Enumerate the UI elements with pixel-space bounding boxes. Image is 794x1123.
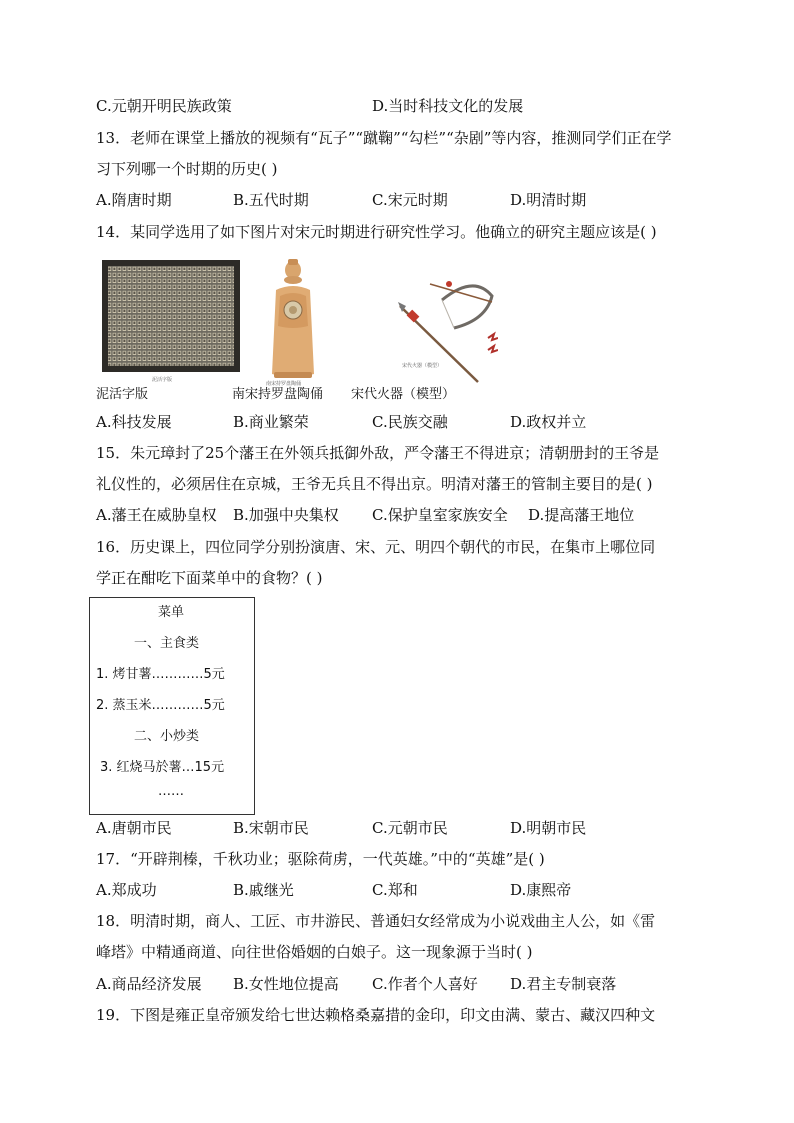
q14-option-b: B.商业繁荣 bbox=[233, 413, 309, 431]
q16-option-c: C.元朝市民 bbox=[372, 819, 448, 837]
q16-stem-line2: 学正在酣吃下面菜单中的食物？( ) bbox=[96, 569, 323, 587]
menu-item-sweet-potato: 1. 烤甘薯…………5元 bbox=[96, 667, 225, 682]
q18-stem-line1: 18．明清时期，商人、工匠、市井游民、普通妇女经常成为小说戏曲主人公，如《雷 bbox=[96, 912, 656, 930]
figurine-photo-label: 南宋持罗盘陶俑 bbox=[266, 381, 302, 387]
clay-type-photo bbox=[102, 260, 240, 386]
q17-stem-line1: 17．“开辟荆榛，千秋功业；驱除荷虏，一代英雄。”中的“英雄”是( ) bbox=[96, 850, 545, 868]
figurine-photo bbox=[262, 256, 324, 388]
caption-figurine: 南宋持罗盘陶俑 bbox=[232, 387, 324, 402]
q17-option-d: D.康熙帝 bbox=[510, 881, 572, 899]
q14-option-a: A.科技发展 bbox=[96, 413, 172, 431]
q18-option-a: A.商品经济发展 bbox=[96, 975, 202, 993]
menu-title: 菜单 bbox=[158, 605, 185, 620]
menu-card bbox=[89, 597, 255, 815]
caption-firearm: 宋代火器（模型） bbox=[351, 387, 456, 402]
q14-stem-line1: 14．某同学选用了如下图片对宋元时期进行研究性学习。他确立的研究主题应该是( ) bbox=[96, 223, 657, 241]
clay-type-image bbox=[102, 260, 240, 386]
q13-stem-line2: 习下列哪一个时期的历史( ) bbox=[96, 160, 278, 178]
firearm-photo-label: 宋代火器（模型） bbox=[402, 363, 443, 369]
menu-item-corn: 2. 蒸玉米…………5元 bbox=[96, 698, 225, 713]
q18-stem-line2: 峰塔》中精通商道、向往世俗婚姻的白娘子。这一现象源于当时( ) bbox=[96, 943, 533, 961]
q15-stem-line1: 15．朱元璋封了25个藩王在外领兵抵御外敌，严令藩王不得进京；清朝册封的王爷是 bbox=[96, 444, 660, 462]
q13-option-c: C.宋元时期 bbox=[372, 191, 448, 209]
menu-more: …… bbox=[158, 784, 184, 799]
q17-option-b: B.戚继光 bbox=[233, 881, 294, 899]
q16-option-d: D.明朝市民 bbox=[510, 819, 587, 837]
q16-option-b: B.宋朝市民 bbox=[233, 819, 309, 837]
q18-option-c: C.作者个人喜好 bbox=[372, 975, 478, 993]
q14-option-c: C.民族交融 bbox=[372, 413, 448, 431]
q15-option-a: A.藩王在威胁皇权 bbox=[96, 506, 217, 524]
q13-option-d: D.明清时期 bbox=[510, 191, 587, 209]
q18-option-b: B.女性地位提高 bbox=[233, 975, 339, 993]
q15-option-c: C.保护皇室家族安全 bbox=[372, 506, 508, 524]
q15-option-d: D.提高藩王地位 bbox=[528, 506, 635, 524]
menu-category-stirfry: 二、小炒类 bbox=[134, 729, 200, 744]
q15-option-b: B.加强中央集权 bbox=[233, 506, 339, 524]
q17-option-a: A.郑成功 bbox=[96, 881, 157, 899]
caption-clay-type: 泥活字版 bbox=[96, 387, 149, 402]
figurine-image bbox=[262, 256, 324, 388]
q16-option-a: A.唐朝市民 bbox=[96, 819, 172, 837]
q12-option-d: D.当时科技文化的发展 bbox=[372, 97, 524, 115]
menu-item-potato: 3. 红烧马於薯…15元 bbox=[100, 760, 225, 775]
q18-option-d: D.君主专制衰落 bbox=[510, 975, 617, 993]
firearm-image bbox=[394, 276, 498, 386]
q13-option-b: B.五代时期 bbox=[233, 191, 309, 209]
q14-option-d: D.政权并立 bbox=[510, 413, 587, 431]
menu-category-staple: 一、主食类 bbox=[134, 636, 200, 651]
clay-type-photo-label: 泥活字版 bbox=[152, 377, 173, 383]
firearm-photo bbox=[394, 276, 498, 386]
q16-stem-line1: 16．历史课上，四位同学分别扮演唐、宋、元、明四个朝代的市民，在集市上哪位同 bbox=[96, 538, 656, 556]
q13-option-a: A.隋唐时期 bbox=[96, 191, 172, 209]
q13-stem-line1: 13．老师在课堂上播放的视频有“瓦子”“蹴鞠”“勾栏”“杂剧”等内容，推测同学们正在学 bbox=[96, 129, 672, 147]
q17-option-c: C.郑和 bbox=[372, 881, 418, 899]
q12-option-c: C.元朝开明民族政策 bbox=[96, 97, 232, 115]
q15-stem-line2: 礼仪性的，必须居住在京城，王爷无兵且不得出京。明清对藩王的管制主要目的是( ) bbox=[96, 475, 653, 493]
q19-stem-line1: 19．下图是雍正皇帝颁发给七世达赖格桑嘉措的金印，印文由满、蒙古、藏汉四种文 bbox=[96, 1006, 656, 1024]
